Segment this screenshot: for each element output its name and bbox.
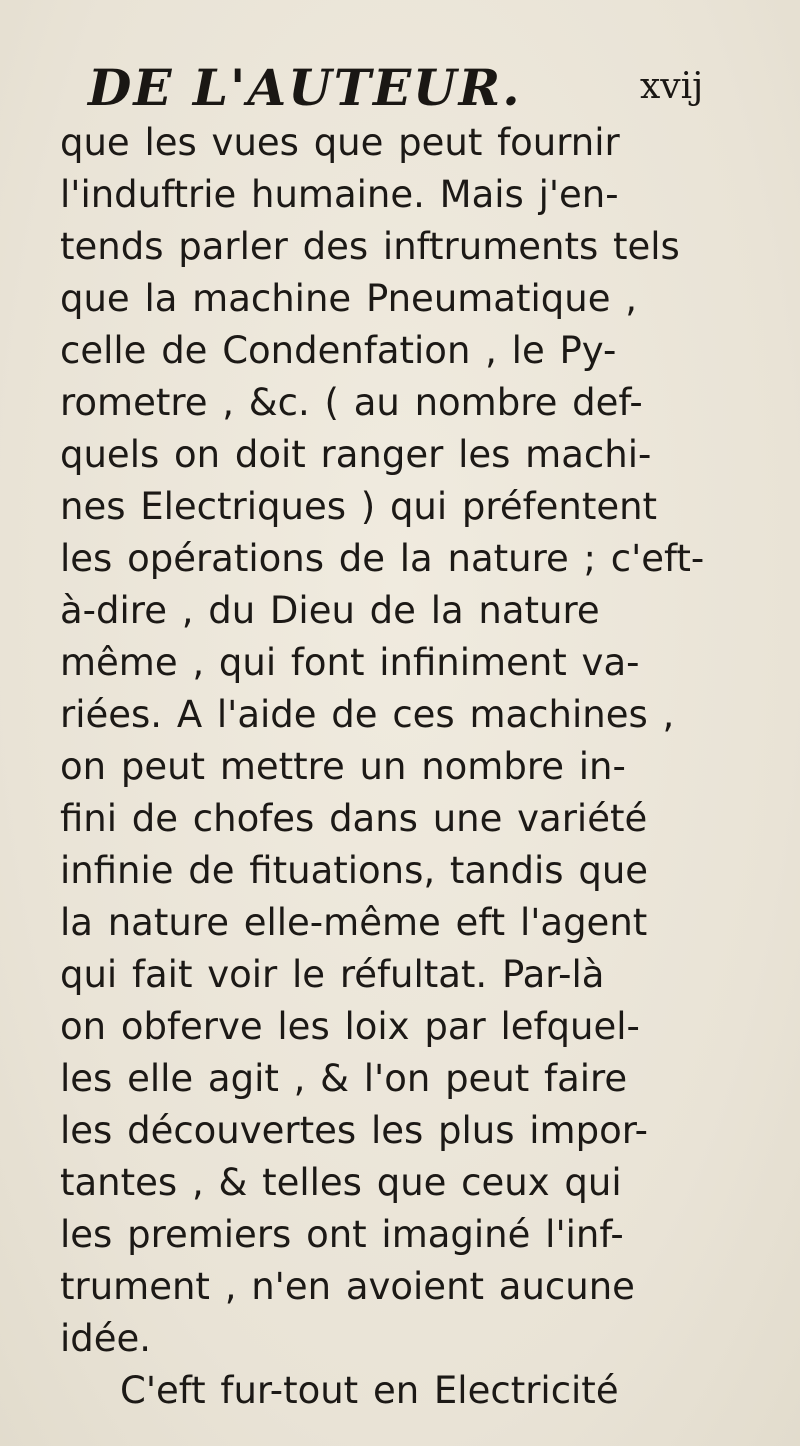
- text-line: fini de chofes dans une variété: [60, 797, 648, 840]
- text-line: les opérations de la nature ; c'eft-: [60, 537, 705, 580]
- text-line: que les vues que peut fournir: [60, 121, 620, 164]
- page-number: xvij: [640, 66, 704, 107]
- text-line: tends parler des inftruments tels: [60, 225, 680, 268]
- text-line: nes Electriques ) qui préfentent: [60, 485, 658, 528]
- text-line: infinie de fituations, tandis que: [60, 849, 649, 892]
- text-line: tantes , & telles que ceux qui: [60, 1161, 622, 1204]
- text-line: on peut mettre un nombre in-: [60, 745, 626, 788]
- text-line: les découvertes les plus impor-: [60, 1109, 648, 1152]
- text-line: les elle agit , & l'on peut faire: [60, 1057, 628, 1100]
- text-line: trument , n'en avoient aucune: [60, 1265, 635, 1308]
- text-line: idée.: [60, 1317, 152, 1360]
- text-line: quels on doit ranger les machi-: [60, 433, 652, 476]
- text-line: rometre , &c. ( au nombre def-: [60, 381, 643, 424]
- text-line: l'induftrie humaine. Mais j'en-: [60, 173, 619, 216]
- text-line: même , qui font infiniment va-: [60, 641, 640, 684]
- text-line: la nature elle-même eft l'agent: [60, 901, 648, 944]
- text-line: les premiers ont imaginé l'inf-: [60, 1213, 624, 1256]
- text-line: celle de Condenfation , le Py-: [60, 329, 617, 372]
- text-line: on obferve les loix par lefquel-: [60, 1005, 640, 1048]
- text-line: à-dire , du Dieu de la nature: [60, 589, 600, 632]
- text-line: qui fait voir le réfultat. Par-là: [60, 953, 605, 996]
- running-title: DE L'AUTEUR.: [88, 58, 522, 117]
- text-line: C'eft fur-tout en Electricité: [120, 1369, 619, 1412]
- text-line: que la machine Pneumatique ,: [60, 277, 637, 320]
- text-line: riées. A l'aide de ces machines ,: [60, 693, 675, 736]
